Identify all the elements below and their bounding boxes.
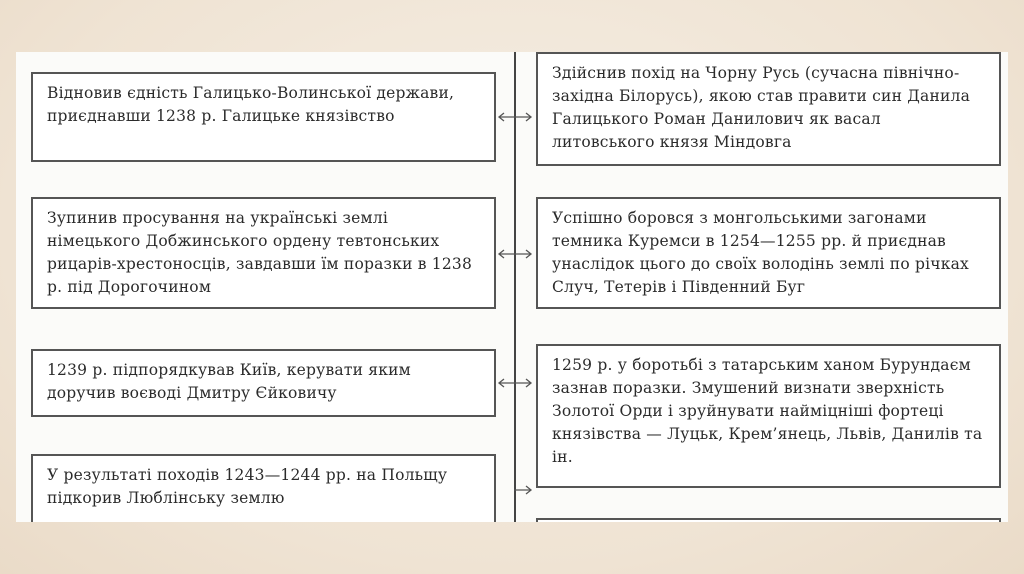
right-box-1 (536, 52, 1001, 166)
left-box-3 (31, 349, 496, 417)
left-box-1-text: Відновив єдність Галицько-Волинської держави, приєднавши 1238 р. Галицьке князівство (47, 84, 455, 125)
left-box-4 (31, 454, 496, 522)
left-box-2-text: Зупинив просування на українські землі німецького Добжинського ордену тевтонських рицарів-хрестоносців, завдавши їм поразки в 1238 р. під Дорогочином (47, 209, 473, 296)
double-arrow-icon (496, 377, 534, 389)
diagram-panel (16, 52, 1008, 522)
right-box-3-text: 1259 р. у боротьбі з татарським ханом Бурундаєм зазнав поразки. Змушений визнати зверхність Золотої Орди і зруйнувати найміцніші фортеці князівства — Луцьк, Крем’янець, Львів, Данилів та ін. (552, 356, 983, 466)
left-box-2 (31, 197, 496, 309)
arrow-right-icon (514, 484, 534, 496)
left-box-4-text: У результаті походів 1243—1244 рр. на Польщу підкорив Люблінську землю (47, 466, 448, 507)
left-box-3-text: 1239 р. підпорядкував Київ, керувати яким доручив воєводі Дмитру Єйковичу (47, 361, 411, 402)
double-arrow-icon (496, 248, 534, 260)
left-box-1 (31, 72, 496, 162)
right-box-4 (536, 518, 1001, 522)
right-box-2-text: Успішно боровся з монгольськими загонами темника Куремси в 1254—1255 рр. й приєднав унаслідок цього до своїх володінь землі по річках Случ, Тетерів і Південний Буг (552, 209, 969, 296)
double-arrow-icon (496, 111, 534, 123)
right-box-1-text: Здійснив похід на Чорну Русь (сучасна північно-західна Білорусь), якою став правити син Данила Галицького Роман Данилович як васал литовського князя Міндовга (552, 64, 971, 151)
right-box-2 (536, 197, 1001, 309)
right-box-3 (536, 344, 1001, 488)
